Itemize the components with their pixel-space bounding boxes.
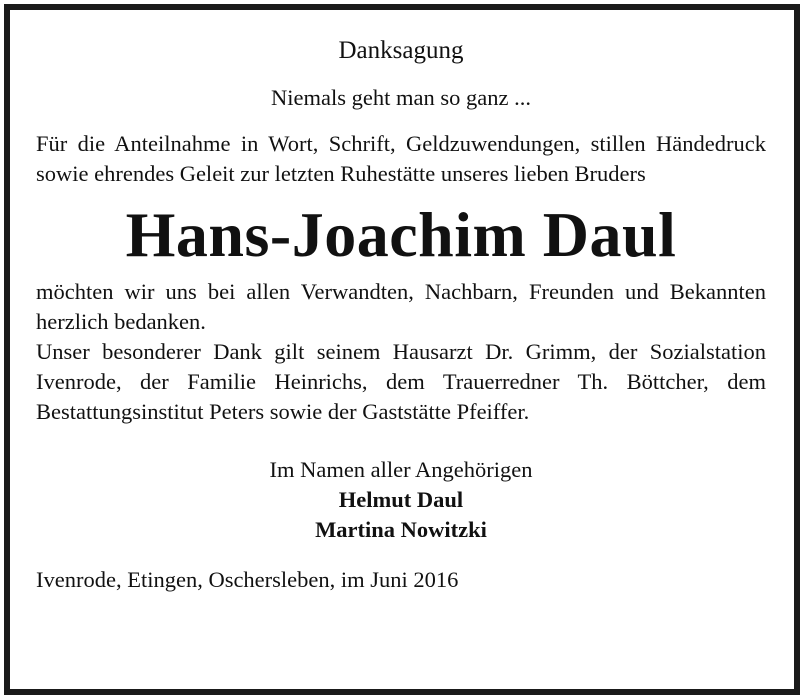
thanks-paragraph: möchten wir uns bei allen Verwandten, Nachbarn, Freunden und Bekannten herzlich bedanken. (36, 279, 766, 334)
notice-motto: Niemals geht man so ganz ... (271, 85, 531, 110)
signatory-name: Martina Nowitzki (315, 517, 487, 542)
on-behalf-line: Im Namen aller Angehörigen (269, 457, 533, 482)
intro-paragraph: Für die Anteilnahme in Wort, Schrift, Geldzuwendungen, stillen Händedruck sowie ehrendes Geleit zur letzten Ruhestätte unseres lieben Bruders (36, 131, 766, 186)
special-thanks-paragraph: Unser besonderer Dank gilt seinem Hausarzt Dr. Grimm, der Sozialstation Ivenrode, der Familie Heinrichs, dem Trauerredner Th. Böttcher, dem Bestattungsinstitut Peters sowie der Gaststätte Pfeiffer. (36, 339, 766, 424)
notice-heading: Danksagung (338, 37, 464, 64)
signatory-name: Helmut Daul (338, 487, 464, 512)
notice-frame (4, 4, 800, 695)
deceased-name: Hans-Joachim Daul (125, 199, 677, 270)
obituary-notice (36, 30, 766, 595)
place-date-line: Ivenrode, Etingen, Oschersleben, im Juni 2016 (36, 567, 459, 592)
